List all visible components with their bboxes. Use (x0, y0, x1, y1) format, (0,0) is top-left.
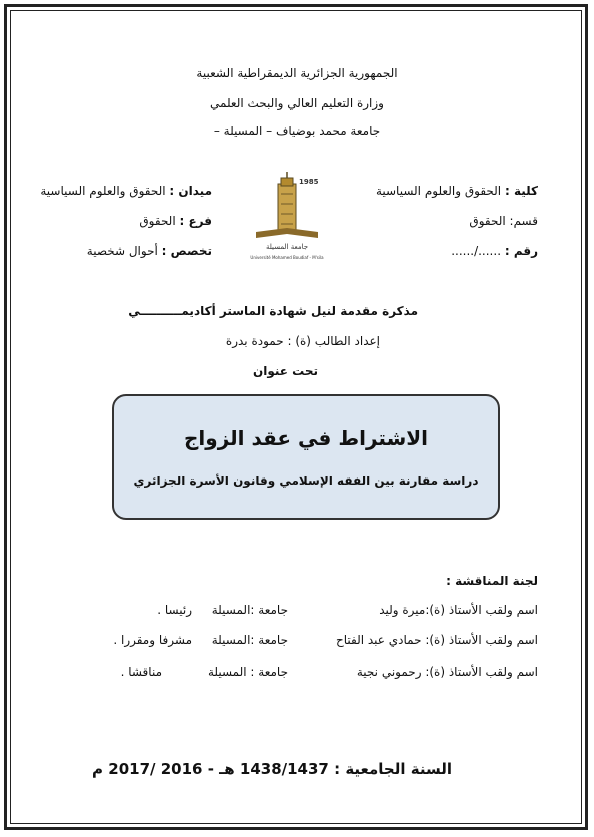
branch-row (139, 214, 212, 228)
branch-label: فرع : (179, 214, 212, 228)
academic-year: السنة الجامعية : 1438/1437 هـ - 2016 /2017 م (92, 760, 452, 778)
number-value: ....../...... (451, 244, 502, 258)
memo-line: مذكرة مقدمة لنيل شهادة الماستر أكاديمــــــــــي (128, 304, 418, 318)
logo-year: 1985 (299, 178, 319, 186)
domain-label: ميدان : (169, 184, 212, 198)
logo-arabic-name: جامعة المسيلة (265, 243, 309, 251)
committee-member-role: مناقشا . (120, 665, 162, 679)
logo-latin-name: Université Mohamed Boudiaf - M'sila (250, 255, 324, 260)
prepared-by-line: إعداد الطالب (ة) : حمودة بدرة (225, 334, 380, 348)
faculty-value: الحقوق والعلوم السياسية (375, 184, 505, 198)
committee-member-university: جامعة : المسيلة (207, 665, 288, 679)
university-logo-icon (244, 170, 330, 266)
faculty-label: كلية : (504, 184, 538, 198)
committee-member-role: رئيسا . (157, 603, 192, 617)
committee-member-name: اسم ولقب الأستاذ (ة): رحموني نجية (356, 665, 538, 679)
department-row: قسم: الحقوق (469, 214, 538, 228)
faculty-row (376, 184, 538, 198)
domain-value: الحقوق والعلوم السياسية (40, 184, 170, 198)
thesis-title-box (112, 394, 500, 520)
specialty-value: أحوال شخصية (86, 244, 162, 258)
specialty-label: تخصص : (161, 244, 212, 258)
committee-member-university: جامعة :المسيلة (211, 633, 288, 647)
committee-member-role: مشرفا ومقررا . (113, 633, 192, 647)
ministry-line: وزارة التعليم العالي والبحث العلمي (210, 96, 384, 110)
under-title-label: تحت عنوان (252, 364, 318, 378)
committee-heading: لجنة المناقشة : (446, 574, 538, 588)
branch-value: الحقوق (139, 214, 180, 228)
committee-member-name: اسم ولقب الأستاذ (ة):ميرة وليد (379, 603, 538, 617)
number-label: رقم : (504, 244, 538, 258)
number-row (451, 244, 538, 258)
thesis-subtitle: دراسة مقارنة بين الفقه الإسلامي وقانون الأسرة الجزائري (133, 474, 479, 488)
thesis-main-title: الاشتراط في عقد الزواج (184, 426, 428, 450)
republic-line: الجمهورية الجزائرية الديمقراطية الشعبية (196, 66, 398, 80)
domain-row (40, 184, 212, 198)
specialty-row (87, 244, 212, 258)
university-line: جامعة محمد بوضياف – المسيلة – (213, 124, 381, 138)
committee-member-university: جامعة :المسيلة (211, 603, 288, 617)
committee-member-name: اسم ولقب الأستاذ (ة): حمادي عبد الفتاح (335, 633, 538, 647)
